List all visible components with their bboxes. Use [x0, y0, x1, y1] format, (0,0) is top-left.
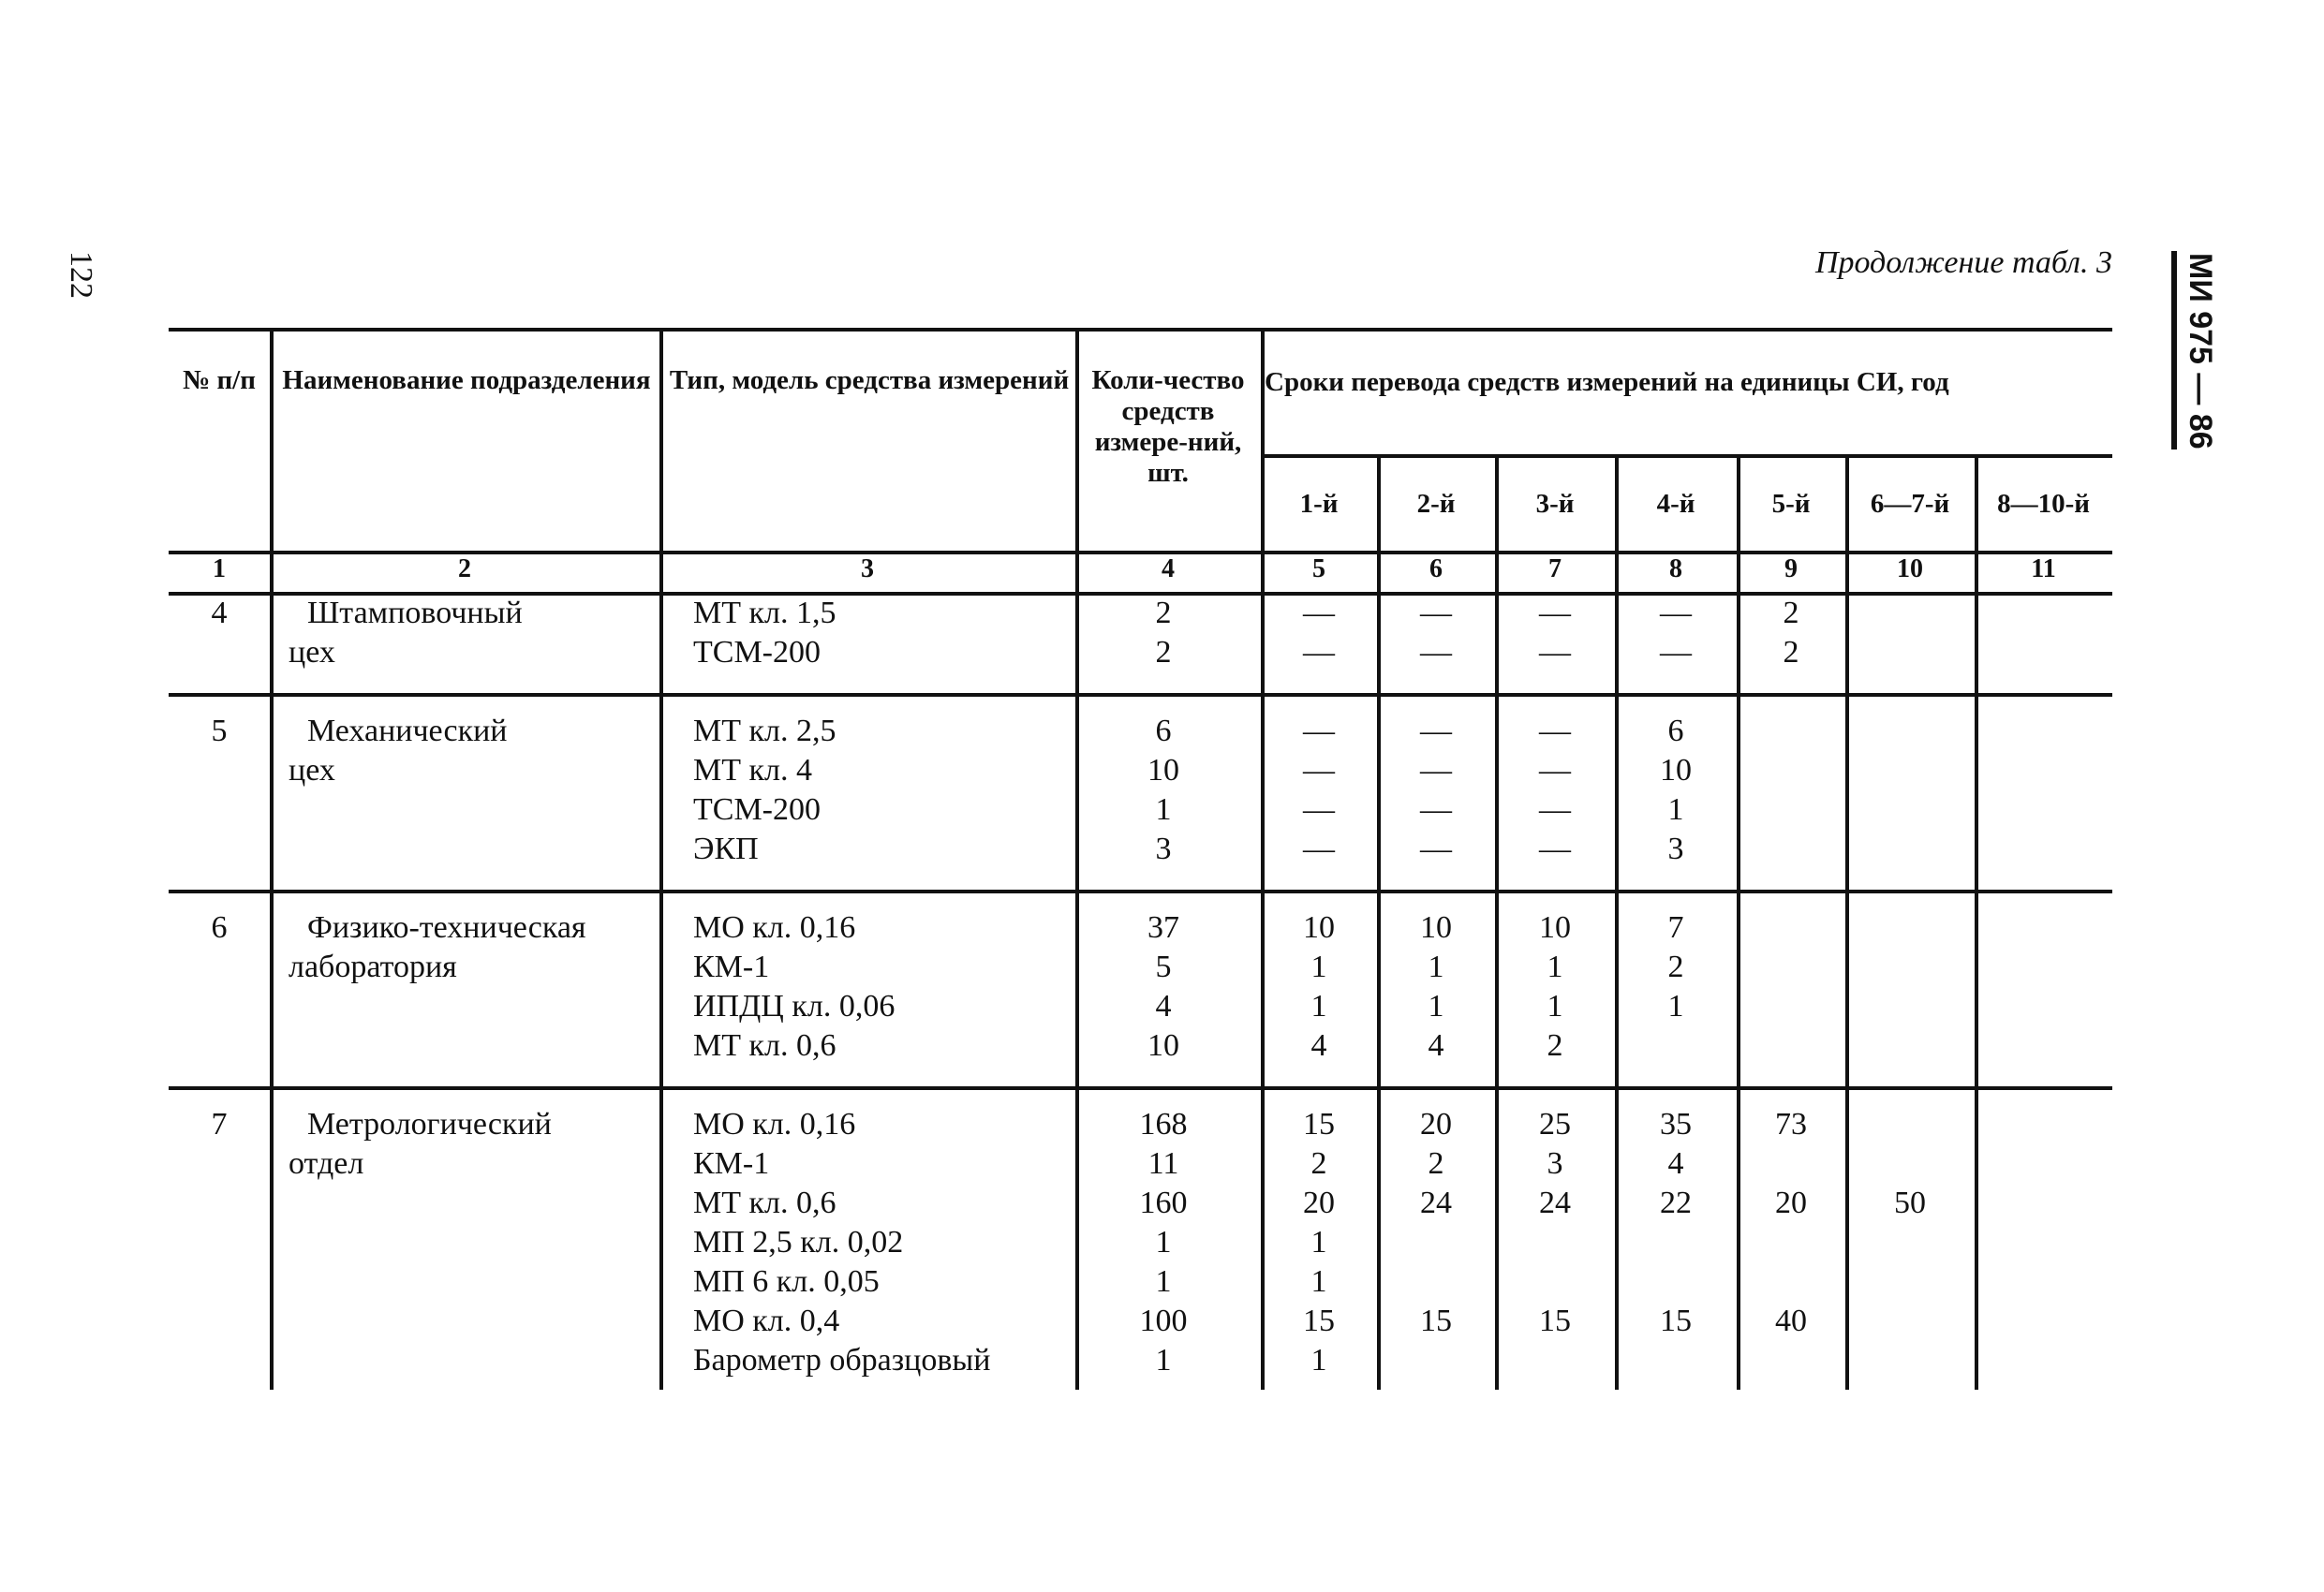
instrument-type: МТ кл. 0,6 [693, 1028, 836, 1063]
instrument-quantity: 5 [1155, 950, 1172, 984]
year-value-1: 1 [1310, 1225, 1327, 1260]
row-number: 4 [211, 596, 228, 630]
instrument-quantity: 1 [1155, 792, 1172, 827]
instrument-type: МП 2,5 кл. 0,02 [693, 1225, 904, 1260]
column-number-6: 6 [1429, 554, 1443, 583]
page-number: 122 [64, 251, 98, 299]
year-value-4: 10 [1660, 753, 1692, 788]
year-value-3: 1 [1547, 989, 1563, 1024]
instrument-type: МО кл. 0,4 [693, 1304, 840, 1338]
year-value-2: — [1420, 753, 1452, 788]
instrument-type: МО кл. 0,16 [693, 910, 856, 945]
year-column-rule [1845, 454, 1849, 1390]
year-value-4: 1 [1667, 989, 1684, 1024]
subdivision-name-cont: отдел [289, 1146, 364, 1181]
column-number-8: 8 [1669, 554, 1682, 583]
row-number: 5 [211, 714, 228, 748]
column-number-7: 7 [1548, 554, 1562, 583]
subdivision-name-cont: лаборатория [289, 950, 457, 984]
year-value-4: — [1660, 596, 1692, 630]
year-value-4: 7 [1667, 910, 1684, 945]
instrument-type: МТ кл. 4 [693, 753, 812, 788]
instrument-quantity: 1 [1155, 1225, 1172, 1260]
year-column-rule [1495, 454, 1499, 1390]
year-value-2: — [1420, 714, 1452, 748]
subdivision-name: Штамповочный [307, 596, 523, 630]
header-year-6: 6—7-й [1870, 489, 1950, 519]
instrument-quantity: 2 [1155, 596, 1172, 630]
header-instrument-type: Тип, модель средства измерений [669, 365, 1070, 395]
instrument-type: ЭКП [693, 832, 759, 866]
instrument-quantity: 1 [1155, 1264, 1172, 1299]
year-value-1: 15 [1303, 1107, 1335, 1142]
year-value-3: — [1539, 596, 1571, 630]
table-top-rule [169, 328, 2112, 332]
year-value-2: 10 [1420, 910, 1452, 945]
document-code: МИ 975 — 86 [2183, 253, 2218, 450]
instrument-quantity: 10 [1147, 753, 1179, 788]
column-rule [659, 328, 663, 1390]
column-rule [1075, 328, 1079, 1390]
instrument-type: ТСМ-200 [693, 635, 821, 670]
column-rule [270, 328, 274, 1390]
instrument-quantity: 1 [1155, 1343, 1172, 1378]
year-value-1: — [1303, 753, 1335, 788]
year-value-1: 15 [1303, 1304, 1335, 1338]
year-value-2: 24 [1420, 1186, 1452, 1220]
header-year-7: 8—10-й [1997, 489, 2090, 519]
year-value-1: — [1303, 635, 1335, 670]
year-value-2: 4 [1428, 1028, 1444, 1063]
year-value-3: — [1539, 792, 1571, 827]
table-continuation-caption: Продолжение табл. 3 [1814, 245, 2112, 280]
year-column-rule [1737, 454, 1740, 1390]
year-value-1: 20 [1303, 1186, 1335, 1220]
header-year-2: 2-й [1416, 489, 1456, 519]
instrument-type: МО кл. 0,16 [693, 1107, 856, 1142]
year-value-4: 22 [1660, 1186, 1692, 1220]
year-value-5: 40 [1775, 1304, 1807, 1338]
year-value-3: 1 [1547, 950, 1563, 984]
instrument-quantity: 168 [1139, 1107, 1188, 1142]
year-column-rule [1377, 454, 1381, 1390]
header-year-4: 4-й [1656, 489, 1695, 519]
year-value-5: 2 [1783, 596, 1799, 630]
year-value-3: — [1539, 714, 1571, 748]
year-value-4: 15 [1660, 1304, 1692, 1338]
instrument-type: МТ кл. 2,5 [693, 714, 836, 748]
instrument-quantity: 160 [1139, 1186, 1188, 1220]
year-value-3: — [1539, 832, 1571, 866]
subdivision-name-cont: цех [289, 635, 335, 670]
column-number-11: 11 [2031, 554, 2056, 583]
year-value-1: 10 [1303, 910, 1335, 945]
year-value-5: 73 [1775, 1107, 1807, 1142]
year-value-3: 10 [1539, 910, 1571, 945]
year-value-1: 4 [1310, 1028, 1327, 1063]
instrument-quantity: 10 [1147, 1028, 1179, 1063]
header-year-5: 5-й [1771, 489, 1811, 519]
header-subdivision: Наименование подразделения [282, 365, 651, 395]
instrument-type: Барометр образцовый [693, 1343, 991, 1378]
column-number-1: 1 [213, 554, 226, 583]
year-value-4: — [1660, 635, 1692, 670]
subdivision-name: Механический [307, 714, 508, 748]
instrument-type: КМ-1 [693, 1146, 770, 1181]
group-separator-rule [169, 693, 2112, 697]
instrument-quantity: 6 [1155, 714, 1172, 748]
year-value-2: 1 [1428, 950, 1444, 984]
instrument-quantity: 11 [1147, 1146, 1179, 1181]
header-conversion-terms: Сроки перевода средств измерений на единицы СИ, год [1265, 367, 1949, 397]
year-group-rule [1261, 454, 2112, 458]
instrument-type: ИПДЦ кл. 0,06 [693, 989, 896, 1024]
header-number: № п/п [183, 365, 256, 395]
measurement-table [169, 328, 2112, 1395]
year-value-4: 1 [1667, 792, 1684, 827]
year-value-1: — [1303, 832, 1335, 866]
subdivision-name: Физико-техническая [307, 910, 586, 945]
year-value-1: — [1303, 714, 1335, 748]
year-column-rule [1615, 454, 1619, 1390]
year-value-2: — [1420, 832, 1452, 866]
subdivision-name-cont: цех [289, 753, 335, 788]
header-year-3: 3-й [1535, 489, 1575, 519]
year-value-3: — [1539, 753, 1571, 788]
instrument-quantity: 4 [1155, 989, 1172, 1024]
year-value-3: 15 [1539, 1304, 1571, 1338]
year-value-6: 50 [1894, 1186, 1926, 1220]
year-value-4: 6 [1667, 714, 1684, 748]
year-value-3: — [1539, 635, 1571, 670]
year-value-1: 1 [1310, 1343, 1327, 1378]
year-value-5: 2 [1783, 635, 1799, 670]
row-number: 7 [211, 1107, 228, 1142]
group-separator-rule [169, 890, 2112, 893]
header-year-1: 1-й [1299, 489, 1339, 519]
year-value-3: 2 [1547, 1028, 1563, 1063]
instrument-type: МТ кл. 0,6 [693, 1186, 836, 1220]
year-value-1: 1 [1310, 1264, 1327, 1299]
year-value-3: 25 [1539, 1107, 1571, 1142]
year-value-3: 3 [1547, 1146, 1563, 1181]
year-value-4: 35 [1660, 1107, 1692, 1142]
instrument-type: ТСМ-200 [693, 792, 821, 827]
column-number-9: 9 [1784, 554, 1798, 583]
instrument-type: МП 6 кл. 0,05 [693, 1264, 880, 1299]
year-value-2: — [1420, 596, 1452, 630]
column-number-10: 10 [1897, 554, 1923, 583]
year-value-1: 1 [1310, 989, 1327, 1024]
column-number-3: 3 [861, 554, 874, 583]
year-value-4: 4 [1667, 1146, 1684, 1181]
year-value-1: 1 [1310, 950, 1327, 984]
year-value-2: — [1420, 635, 1452, 670]
year-value-2: 1 [1428, 989, 1444, 1024]
instrument-type: МТ кл. 1,5 [693, 596, 836, 630]
header-quantity: Коли-чество средств измере-ний, шт. [1091, 365, 1245, 488]
year-value-3: 24 [1539, 1186, 1571, 1220]
year-value-1: — [1303, 596, 1335, 630]
instrument-quantity: 3 [1155, 832, 1172, 866]
year-value-5: 20 [1775, 1186, 1807, 1220]
instrument-quantity: 2 [1155, 635, 1172, 670]
year-value-2: 15 [1420, 1304, 1452, 1338]
group-separator-rule [169, 1086, 2112, 1090]
header-bottom-rule [169, 551, 2112, 554]
year-value-2: — [1420, 792, 1452, 827]
year-value-4: 3 [1667, 832, 1684, 866]
column-rule [1261, 328, 1265, 1390]
instrument-type: КМ-1 [693, 950, 770, 984]
row-number: 6 [211, 910, 228, 945]
year-value-1: — [1303, 792, 1335, 827]
year-value-1: 2 [1310, 1146, 1327, 1181]
instrument-quantity: 100 [1139, 1304, 1188, 1338]
column-number-2: 2 [458, 554, 471, 583]
year-value-4: 2 [1667, 950, 1684, 984]
column-number-4: 4 [1162, 554, 1175, 583]
year-value-2: 20 [1420, 1107, 1452, 1142]
year-value-2: 2 [1428, 1146, 1444, 1181]
subdivision-name: Метрологический [307, 1107, 552, 1142]
instrument-quantity: 37 [1147, 910, 1179, 945]
doc-code-bar [2171, 251, 2177, 450]
column-number-5: 5 [1312, 554, 1325, 583]
year-column-rule [1975, 454, 1978, 1390]
